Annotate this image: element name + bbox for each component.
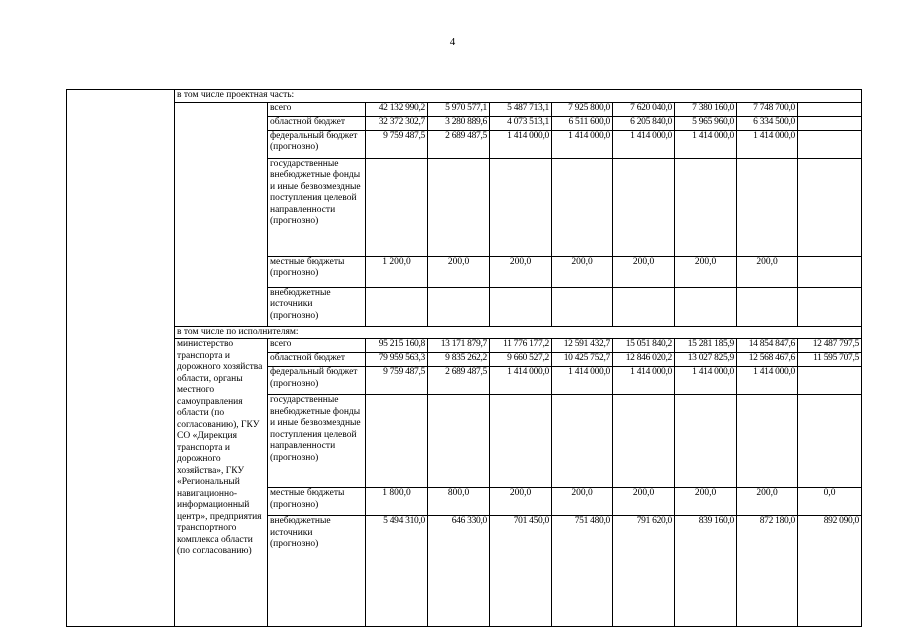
value-cell: 5 494 310,0: [366, 516, 428, 627]
value-cell: 32 372 302,7: [366, 116, 428, 130]
value-cell: 1 414 000,0: [552, 367, 613, 395]
page-number: 4: [449, 36, 456, 48]
value-cell: 200,0: [675, 488, 737, 516]
value-cell: [428, 158, 490, 256]
value-cell: 7 620 040,0: [613, 102, 675, 116]
value-cell: 751 480,0: [552, 516, 613, 627]
value-cell: 1 414 000,0: [490, 130, 552, 158]
value-cell: [737, 158, 798, 256]
value-cell: 9 759 487,5: [366, 130, 428, 158]
value-cell: 1 414 000,0: [490, 367, 552, 395]
value-cell: 1 414 000,0: [675, 130, 737, 158]
row-label: местные бюджеты (прогнозно): [268, 256, 366, 287]
empty-left-cell: [67, 90, 175, 627]
value-cell: 15 281 185,9: [675, 339, 737, 353]
value-cell: 7 925 800,0: [552, 102, 613, 116]
value-cell: 200,0: [490, 488, 552, 516]
value-cell: [798, 102, 862, 116]
value-cell: 1 414 000,0: [552, 130, 613, 158]
value-cell: 839 160,0: [675, 516, 737, 627]
value-cell: 10 425 752,7: [552, 353, 613, 367]
value-cell: 800,0: [428, 488, 490, 516]
row-label: государственные внебюджетные фонды и иные безвозмездные поступления целевой направленности (прогнозно): [268, 158, 366, 256]
value-cell: 12 487 797,5: [798, 339, 862, 353]
value-cell: 200,0: [613, 488, 675, 516]
section-title: в том числе проектная часть:: [175, 90, 862, 103]
value-cell: 872 180,0: [737, 516, 798, 627]
value-cell: 12 846 020,2: [613, 353, 675, 367]
value-cell: 7 380 160,0: [675, 102, 737, 116]
value-cell: [798, 116, 862, 130]
value-cell: [552, 287, 613, 326]
value-cell: [490, 287, 552, 326]
value-cell: 6 511 600,0: [552, 116, 613, 130]
budget-table: [66, 89, 862, 627]
table-row: [67, 339, 862, 353]
value-cell: [798, 287, 862, 326]
value-cell: 1 800,0: [366, 488, 428, 516]
value-cell: [613, 395, 675, 488]
value-cell: 1 414 000,0: [675, 367, 737, 395]
value-cell: [798, 395, 862, 488]
value-cell: [366, 395, 428, 488]
value-cell: 1 200,0: [366, 256, 428, 287]
row-label: внебюджетные источники (прогнозно): [268, 516, 366, 627]
value-cell: [798, 367, 862, 395]
value-cell: 701 450,0: [490, 516, 552, 627]
value-cell: 12 568 467,6: [737, 353, 798, 367]
value-cell: [737, 395, 798, 488]
value-cell: 13 027 825,9: [675, 353, 737, 367]
value-cell: 2 689 487,5: [428, 130, 490, 158]
value-cell: [798, 130, 862, 158]
value-cell: 11 595 707,5: [798, 353, 862, 367]
value-cell: 200,0: [737, 488, 798, 516]
value-cell: [613, 158, 675, 256]
table-body: [67, 90, 862, 627]
value-cell: 1 414 000,0: [613, 130, 675, 158]
value-cell: 200,0: [552, 488, 613, 516]
row-label: федеральный бюджет (прогнозно): [268, 367, 366, 395]
value-cell: 4 073 513,1: [490, 116, 552, 130]
row-label: всего: [268, 339, 366, 353]
value-cell: [490, 395, 552, 488]
row-label: областной бюджет: [268, 353, 366, 367]
value-cell: [675, 287, 737, 326]
value-cell: 5 487 713,1: [490, 102, 552, 116]
row-label: местные бюджеты (прогнозно): [268, 488, 366, 516]
section-title: в том числе по исполнителям:: [175, 326, 862, 339]
executor-cell: министерство транспорта и дорожного хозяйства области, органы местного самоуправления области (по согласованию), ГКУ СО «Дирекция транспорта и дорожного хозяйства», ГКУ «Региональный навигационно-информационный центр», предприятия транспортного комплекса области (по согласованию): [175, 339, 268, 627]
value-cell: [798, 158, 862, 256]
value-cell: [675, 158, 737, 256]
value-cell: 6 334 500,0: [737, 116, 798, 130]
value-cell: [798, 256, 862, 287]
value-cell: [428, 287, 490, 326]
value-cell: 42 132 990,2: [366, 102, 428, 116]
value-cell: [737, 287, 798, 326]
value-cell: [490, 158, 552, 256]
row-label: федеральный бюджет (прогнозно): [268, 130, 366, 158]
value-cell: 5 970 577,1: [428, 102, 490, 116]
value-cell: 6 205 840,0: [613, 116, 675, 130]
value-cell: [675, 395, 737, 488]
value-cell: 200,0: [428, 256, 490, 287]
value-cell: 200,0: [490, 256, 552, 287]
value-cell: 1 414 000,0: [613, 367, 675, 395]
value-cell: 1 414 000,0: [737, 367, 798, 395]
value-cell: [366, 287, 428, 326]
value-cell: 79 959 563,3: [366, 353, 428, 367]
value-cell: 14 854 847,6: [737, 339, 798, 353]
row-label: всего: [268, 102, 366, 116]
row-label: государственные внебюджетные фонды и иные безвозмездные поступления целевой направленности (прогнозно): [268, 395, 366, 488]
value-cell: 892 090,0: [798, 516, 862, 627]
value-cell: 12 591 432,7: [552, 339, 613, 353]
value-cell: [552, 158, 613, 256]
project-title-row: [67, 90, 862, 103]
value-cell: 13 171 879,7: [428, 339, 490, 353]
value-cell: 646 330,0: [428, 516, 490, 627]
value-cell: 5 965 960,0: [675, 116, 737, 130]
value-cell: 11 776 177,2: [490, 339, 552, 353]
value-cell: 1 414 000,0: [737, 130, 798, 158]
value-cell: 200,0: [552, 256, 613, 287]
value-cell: [552, 395, 613, 488]
value-cell: 2 689 487,5: [428, 367, 490, 395]
empty-subject-cell: [175, 102, 268, 326]
value-cell: 3 280 889,6: [428, 116, 490, 130]
value-cell: 95 215 160,8: [366, 339, 428, 353]
value-cell: 791 620,0: [613, 516, 675, 627]
value-cell: 15 051 840,2: [613, 339, 675, 353]
value-cell: 200,0: [737, 256, 798, 287]
value-cell: 7 748 700,0: [737, 102, 798, 116]
value-cell: [366, 158, 428, 256]
row-label: внебюджетные источники (прогнозно): [268, 287, 366, 326]
value-cell: 9 759 487,5: [366, 367, 428, 395]
value-cell: 0,0: [798, 488, 862, 516]
value-cell: 9 660 527,2: [490, 353, 552, 367]
value-cell: 9 835 262,2: [428, 353, 490, 367]
table-row: [67, 102, 862, 116]
row-label: областной бюджет: [268, 116, 366, 130]
value-cell: 200,0: [675, 256, 737, 287]
value-cell: 200,0: [613, 256, 675, 287]
value-cell: [613, 287, 675, 326]
value-cell: [428, 395, 490, 488]
executors-title-row: [67, 326, 862, 339]
